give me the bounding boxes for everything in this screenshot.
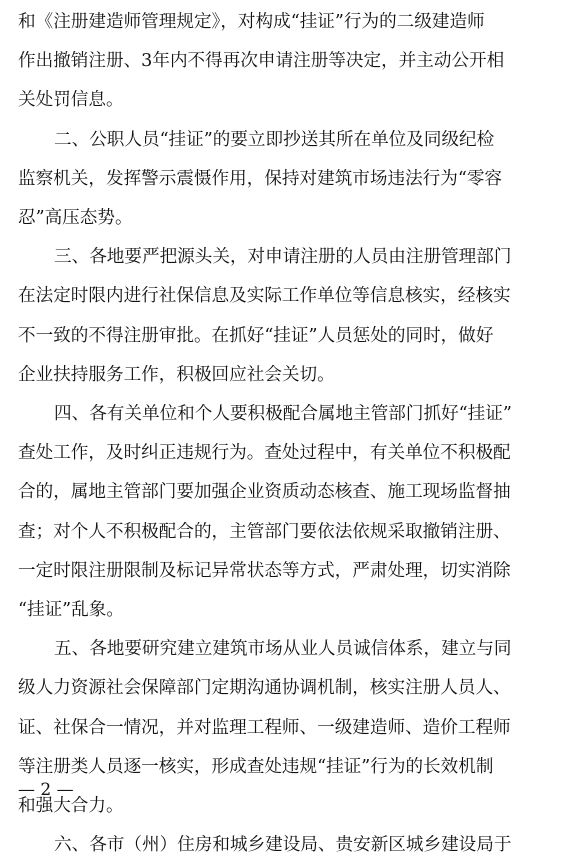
paragraph-3-line-2: 在法定时限内进行社保信息及实际工作单位等信息核实，经核实 bbox=[18, 286, 511, 307]
paragraph-5-line-1: 五、各地要研究建立建筑市场从业人员诚信体系，建立与同 bbox=[54, 639, 512, 660]
paragraph-4-line-3: 合的，属地主管部门要加强企业资质动态核查、施工现场监督抽 bbox=[18, 482, 511, 503]
paragraph-5-line-4: 等注册类人员逐一核实，形成查处违规“挂证”行为的长效机制 bbox=[18, 756, 494, 777]
paragraph-2-line-3: 忍”高压态势。 bbox=[18, 208, 133, 228]
paragraph-1-line-3: 关处罚信息。 bbox=[18, 90, 124, 111]
paragraph-1-line-1: 和《注册建造师管理规定》，对构成“挂证”行为的二级建造师 bbox=[18, 12, 485, 32]
paragraph-4-line-1: 四、各有关单位和个人要积极配合属地主管部门抓好“挂证” bbox=[54, 404, 512, 424]
paragraph-3-line-3: 不一致的不得注册审批。在抓好“挂证”人员惩处的同时，做好 bbox=[18, 325, 494, 346]
paragraph-5-line-3: 证、社保合一情况，并对监理工程师、一级建造师、造价工程师 bbox=[18, 717, 511, 738]
paragraph-3-line-1: 三、各地要严把源头关，对申请注册的人员由注册管理部门 bbox=[54, 247, 512, 268]
paragraph-1-line-2: 作出撤销注册、3年内不得再次申请注册等决定，并主动公开相 bbox=[18, 51, 505, 72]
paragraph-4-line-6: “挂证”乱象。 bbox=[18, 600, 124, 620]
paragraph-5-line-5: 和强大合力。 bbox=[18, 796, 124, 816]
page-number: — 2 — bbox=[18, 780, 74, 800]
paragraph-4-line-5: 一定时限注册限制及标记异常状态等方式，严肃处理，切实消除 bbox=[18, 560, 511, 581]
paragraph-6-line-1: 六、各市（州）住房和城乡建设局、贵安新区城乡建设局于 bbox=[54, 835, 512, 856]
paragraph-2-line-1: 二、公职人员“挂证”的要立即抄送其所在单位及同级纪检 bbox=[54, 129, 495, 150]
paragraph-4-line-4: 查；对个人不积极配合的，主管部门要依法依规采取撤销注册、 bbox=[18, 521, 511, 542]
paragraph-4-line-2: 查处工作，及时纠正违规行为。查处过程中，有关单位不积极配 bbox=[18, 443, 511, 464]
paragraph-3-line-4: 企业扶持服务工作，积极回应社会关切。 bbox=[18, 364, 335, 385]
paragraph-2-line-2: 监察机关，发挥警示震慑作用，保持对建筑市场违法行为“零容 bbox=[18, 168, 503, 189]
paragraph-5-line-2: 级人力资源社会保障部门定期沟通协调机制，核实注册人员人、 bbox=[18, 678, 511, 699]
